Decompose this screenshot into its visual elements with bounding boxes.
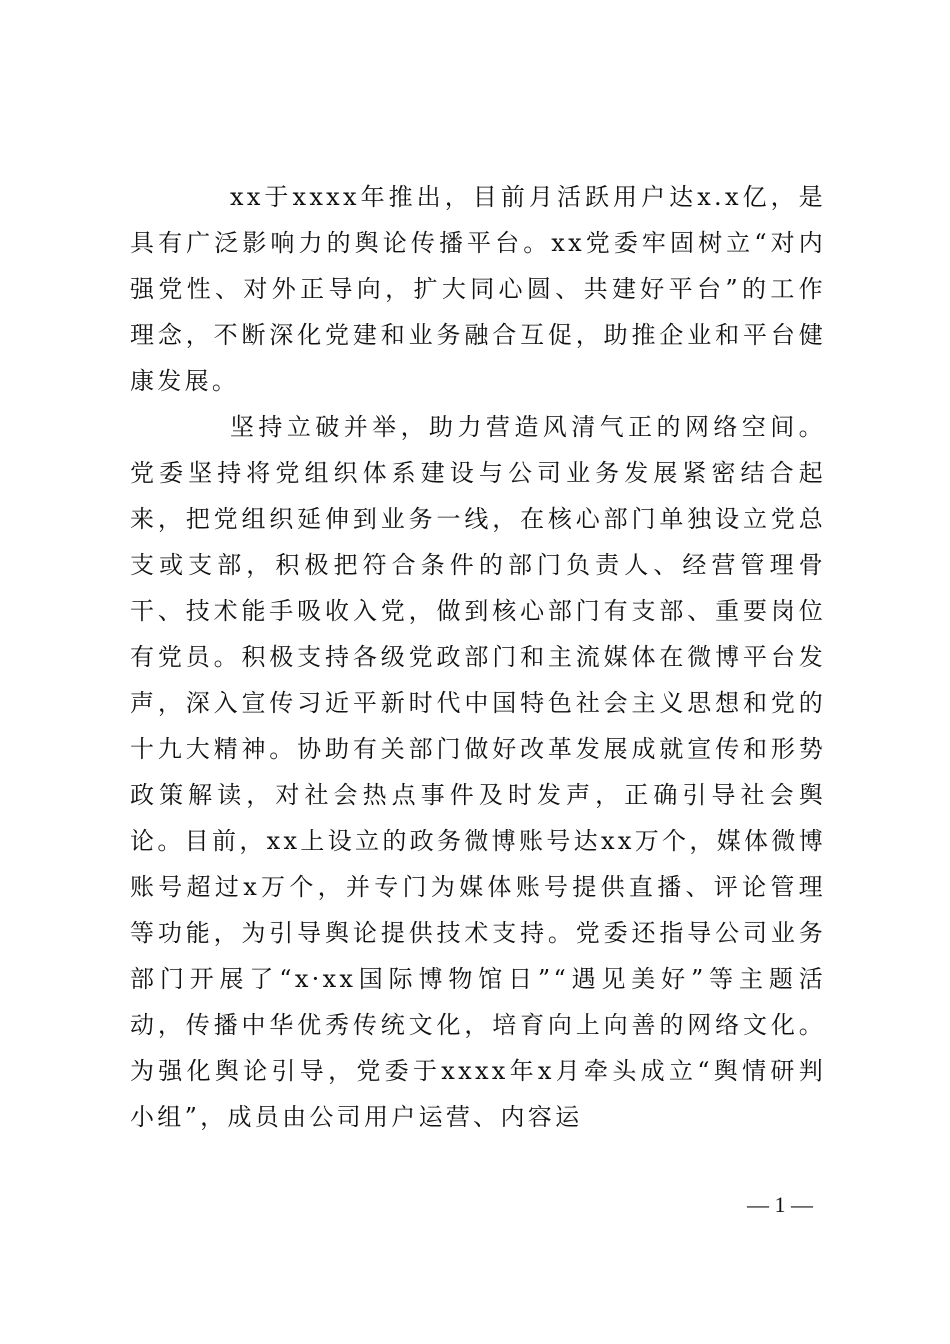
document-body xyxy=(130,174,826,1140)
paragraph-intro: xx于xxxx年推出，目前月活跃用户达x.x亿，是具有广泛影响力的舆论传播平台。xx党委牢固树立“对内强党性、对外正导向，扩大同心圆、共建好平台”的工作理念，不断深化党建和业务融合互促，助推企业和平台健康发展。 xyxy=(130,183,826,395)
paragraph-main: 坚持立破并举，助力营造风清气正的网络空间。党委坚持将党组织体系建设与公司业务发展紧密结合起来，把党组织延伸到业务一线，在核心部门单独设立党总支或支部，积极把符合条件的部门负责人、经营管理骨干、技术能手吸收入党，做到核心部门有支部、重要岗位有党员。积极支持各级党政部门和主流媒体在微博平台发声，深入宣传习近平新时代中国特色社会主义思想和党的十九大精神。协助有关部门做好改革发展成就宣传和形势政策解读，对社会热点事件及时发声，正确引导社会舆论。目前，xx上设立的政务微博账号达xx万个，媒体微博账号超过x万个，并专门为媒体账号提供直播、评论管理等功能，为引导舆论提供技术支持。党委还指导公司业务部门开展了“x·xx国际博物馆日”“遇见美好”等主题活动，传播中华优秀传统文化，培育向上向善的网络文化。为强化舆论引导，党委于xxxx年x月牵头成立“舆情研判小组”，成员由公司用户运营、内容运 xyxy=(130,413,826,1131)
page-number: — 1 — xyxy=(747,1192,813,1217)
